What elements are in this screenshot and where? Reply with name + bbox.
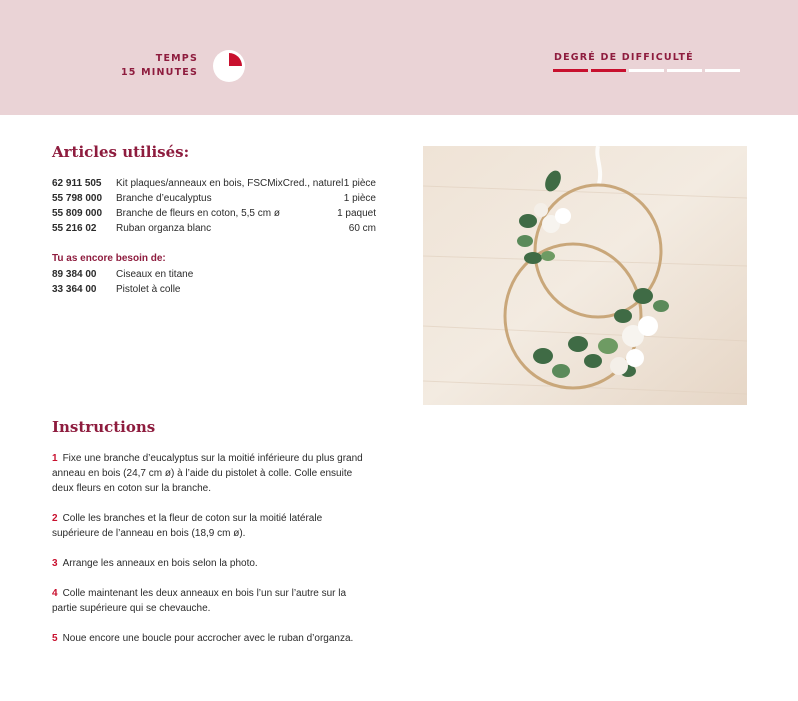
need-row	[52, 267, 376, 282]
article-number: 55 809 000	[52, 208, 103, 219]
difficulty-bar	[553, 69, 588, 72]
article-name: Branche d’eucalyptus	[116, 193, 212, 204]
article-name: Kit plaques/anneaux en bois, FSCMixCred., naturel	[116, 178, 344, 189]
step-text: Fixe une branche d’eucalyptus sur la moitié inférieure du plus grand anneau en bois (24,7 cm ø) à l’aide du pistolet à colle. Colle ensuite deux fleurs en coton sur la branche.	[52, 453, 363, 494]
article-row	[52, 206, 376, 221]
article-qty: 1 pièce	[343, 178, 376, 189]
difficulty-bar	[705, 69, 740, 72]
need-name: Pistolet à colle	[116, 284, 181, 295]
article-row	[52, 191, 376, 206]
instruction-step	[52, 556, 372, 571]
step-number: 4	[52, 588, 58, 599]
instructions-title: Instructions	[52, 418, 156, 436]
need-row	[52, 282, 376, 297]
article-number: 55 798 000	[52, 193, 103, 204]
step-number: 3	[52, 558, 58, 569]
step-text: Colle les branches et la fleur de coton sur la moitié latérale supérieure de l’anneau en bois (18,9 cm ø).	[52, 513, 323, 539]
instruction-step	[52, 451, 372, 496]
need-number: 33 364 00	[52, 284, 97, 295]
need-number: 89 384 00	[52, 269, 97, 280]
need-name: Ciseaux en titane	[116, 269, 194, 280]
instruction-step	[52, 586, 372, 616]
clock-icon	[212, 49, 246, 83]
step-text: Arrange les anneaux en bois selon la photo.	[62, 558, 258, 569]
difficulty-bar	[667, 69, 702, 72]
instruction-step	[52, 631, 372, 646]
instructions-list	[52, 451, 372, 661]
step-text: Colle maintenant les deux anneaux en bois l’un sur l’autre sur la partie supérieure qui se chevauche.	[52, 588, 347, 614]
article-number: 62 911 505	[52, 178, 102, 189]
article-qty: 1 pièce	[343, 193, 376, 204]
article-row	[52, 221, 376, 236]
article-number: 55 216 02	[52, 223, 97, 234]
time-value: 15 MINUTES	[121, 67, 198, 78]
step-number: 2	[52, 513, 58, 524]
step-number: 5	[52, 633, 58, 644]
article-qty: 60 cm	[348, 223, 376, 234]
difficulty-label: DEGRÉ DE DIFFICULTÉ	[554, 52, 694, 63]
difficulty-bar	[629, 69, 664, 72]
step-number: 1	[52, 453, 58, 464]
needs-list	[52, 267, 376, 297]
instruction-step	[52, 511, 372, 541]
articles-list	[52, 176, 376, 236]
article-qty: 1 paquet	[337, 208, 376, 219]
article-name: Ruban organza blanc	[116, 223, 212, 234]
time-label: TEMPS	[155, 53, 198, 64]
difficulty-bars	[553, 69, 740, 72]
product-photo	[423, 146, 747, 405]
article-row	[52, 176, 376, 191]
time-block	[100, 52, 198, 80]
article-name: Branche de fleurs en coton, 5,5 cm ø	[116, 208, 280, 219]
articles-title: Articles utilisés:	[52, 143, 190, 161]
difficulty-bar	[591, 69, 626, 72]
step-text: Noue encore une boucle pour accrocher avec le ruban d’organza.	[62, 633, 354, 644]
needs-title: Tu as encore besoin de:	[52, 253, 166, 264]
